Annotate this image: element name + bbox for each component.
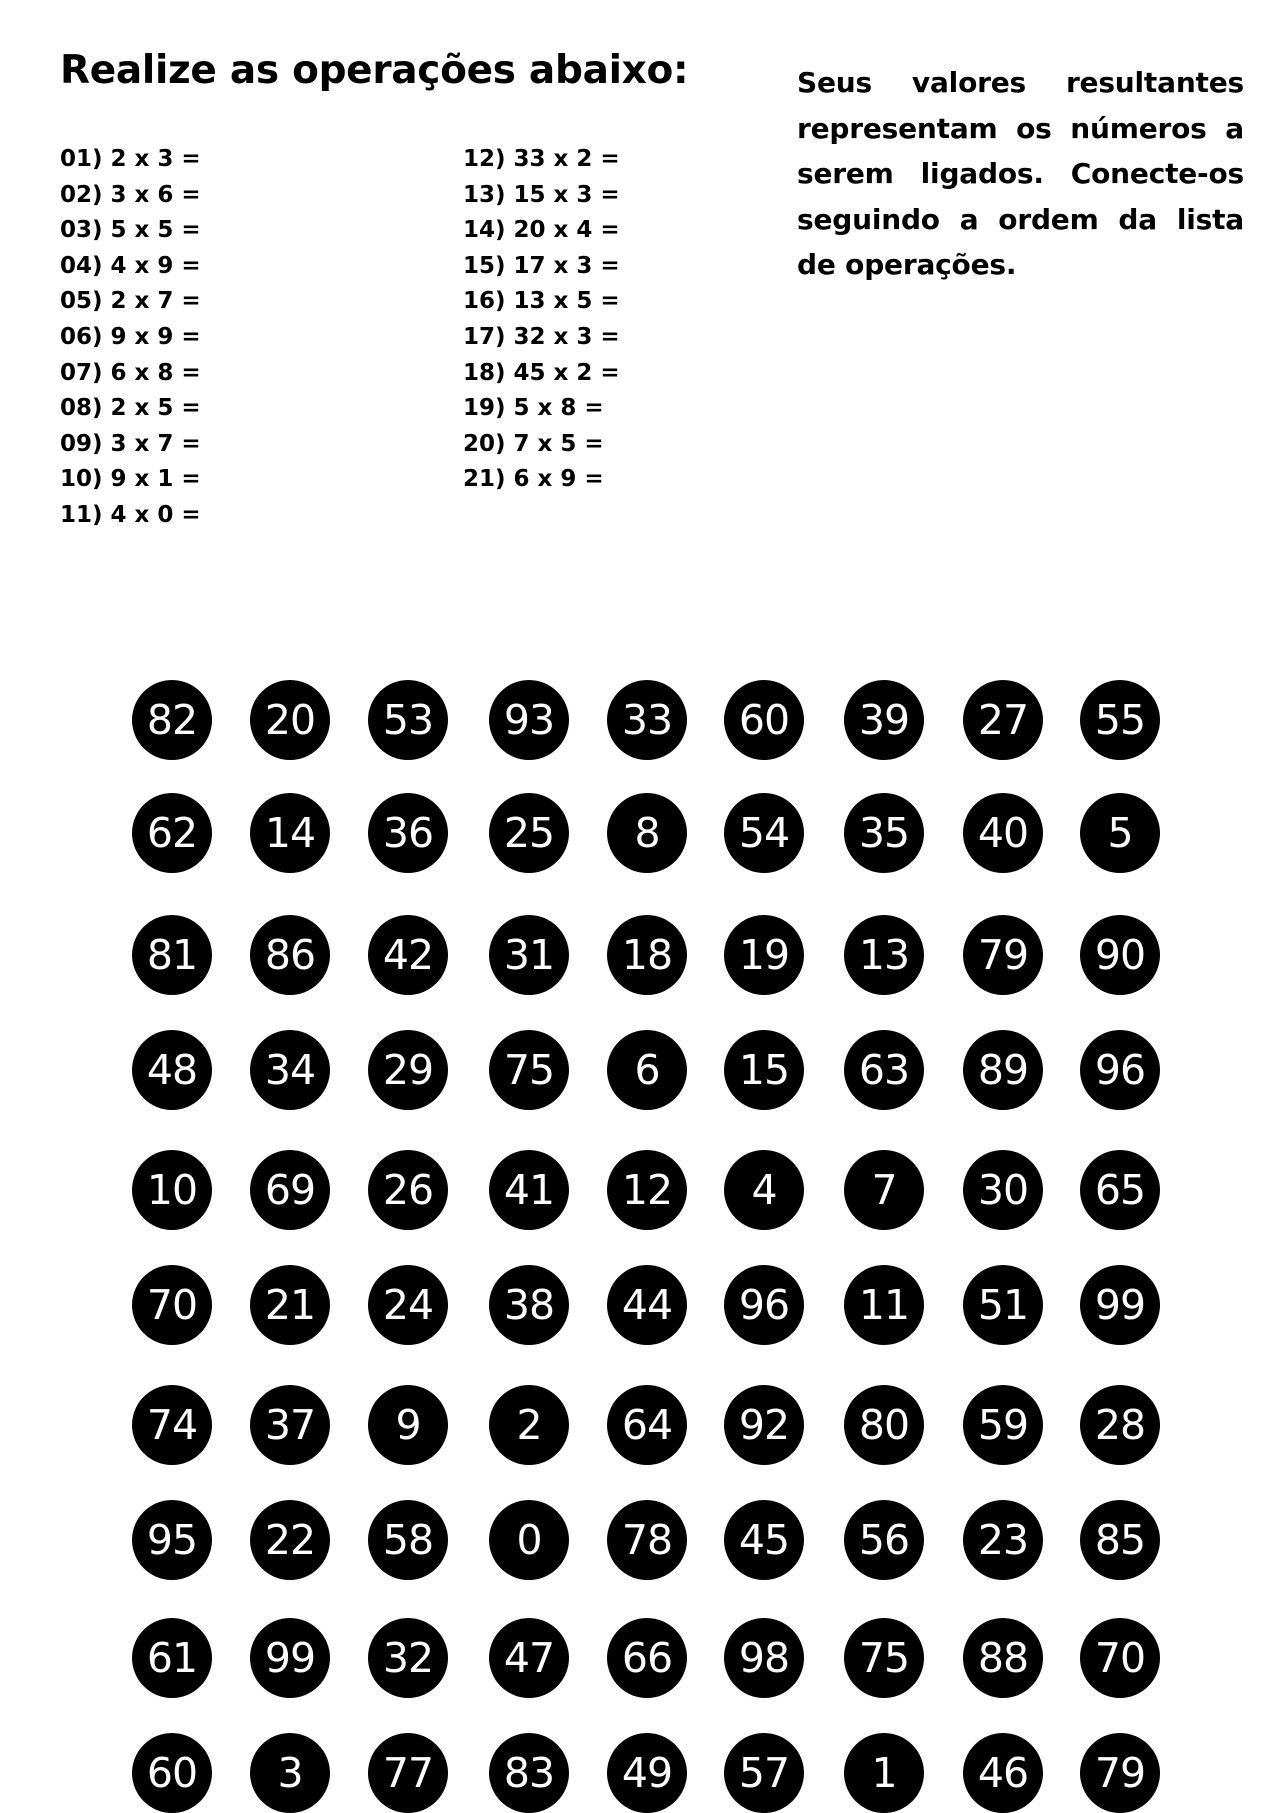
number-dot[interactable]: 14: [250, 793, 330, 873]
operation-item: 09) 3 x 7 =: [60, 430, 201, 457]
number-dot[interactable]: 23: [963, 1500, 1043, 1580]
number-dot[interactable]: 82: [132, 680, 212, 760]
operation-item: 07) 6 x 8 =: [60, 359, 201, 386]
operation-item: 21) 6 x 9 =: [463, 466, 604, 493]
operation-item: 08) 2 x 5 =: [60, 395, 201, 422]
number-dot[interactable]: 75: [489, 1030, 569, 1110]
operations-list-right: [463, 142, 620, 498]
number-dot[interactable]: 89: [963, 1030, 1043, 1110]
number-dot[interactable]: 77: [368, 1733, 448, 1813]
operation-item: 04) 4 x 9 =: [60, 252, 201, 279]
number-dot[interactable]: 44: [607, 1265, 687, 1345]
number-dot[interactable]: 29: [368, 1030, 448, 1110]
number-dot[interactable]: 3: [250, 1733, 330, 1813]
number-dot[interactable]: 88: [963, 1618, 1043, 1698]
number-dot[interactable]: 80: [844, 1385, 924, 1465]
number-dot[interactable]: 2: [489, 1385, 569, 1465]
number-dot[interactable]: 69: [250, 1150, 330, 1230]
operation-item: 12) 33 x 2 =: [463, 146, 620, 172]
number-dot[interactable]: 0: [489, 1500, 569, 1580]
number-dot[interactable]: 90: [1080, 915, 1160, 995]
operation-item: 02) 3 x 6 =: [60, 181, 201, 208]
number-dot[interactable]: 49: [607, 1733, 687, 1813]
operation-item: 19) 5 x 8 =: [463, 395, 604, 422]
number-dot[interactable]: 12: [607, 1150, 687, 1230]
number-dot[interactable]: 92: [724, 1385, 804, 1465]
number-dot[interactable]: 6: [607, 1030, 687, 1110]
number-dot[interactable]: 59: [963, 1385, 1043, 1465]
operation-item: 01) 2 x 3 =: [60, 146, 201, 172]
operations-list-left: [60, 142, 201, 534]
number-dot[interactable]: 37: [250, 1385, 330, 1465]
number-dot[interactable]: 81: [132, 915, 212, 995]
number-dot[interactable]: 79: [1080, 1733, 1160, 1813]
number-dot[interactable]: 85: [1080, 1500, 1160, 1580]
number-dot[interactable]: 46: [963, 1733, 1043, 1813]
number-dot[interactable]: 78: [607, 1500, 687, 1580]
number-dot[interactable]: 99: [1080, 1265, 1160, 1345]
number-dot[interactable]: 40: [963, 793, 1043, 873]
number-dot[interactable]: 63: [844, 1030, 924, 1110]
number-dot[interactable]: 35: [844, 793, 924, 873]
number-dot[interactable]: 48: [132, 1030, 212, 1110]
number-dot[interactable]: 27: [963, 680, 1043, 760]
operation-item: 06) 9 x 9 =: [60, 323, 201, 350]
number-dot[interactable]: 21: [250, 1265, 330, 1345]
number-dot[interactable]: 5: [1080, 793, 1160, 873]
number-dot[interactable]: 86: [250, 915, 330, 995]
number-dot[interactable]: 70: [132, 1265, 212, 1345]
number-dot[interactable]: 9: [368, 1385, 448, 1465]
number-dot[interactable]: 98: [724, 1618, 804, 1698]
number-dot[interactable]: 25: [489, 793, 569, 873]
operation-item: 10) 9 x 1 =: [60, 466, 201, 493]
number-dot[interactable]: 96: [724, 1265, 804, 1345]
number-dot[interactable]: 99: [250, 1618, 330, 1698]
number-dot[interactable]: 31: [489, 915, 569, 995]
number-dot[interactable]: 96: [1080, 1030, 1160, 1110]
number-dot[interactable]: 53: [368, 680, 448, 760]
number-dot[interactable]: 64: [607, 1385, 687, 1465]
number-dot[interactable]: 42: [368, 915, 448, 995]
number-dot[interactable]: 22: [250, 1500, 330, 1580]
number-dot[interactable]: 10: [132, 1150, 212, 1230]
operation-item: 17) 32 x 3 =: [463, 323, 620, 350]
number-dot[interactable]: 83: [489, 1733, 569, 1813]
number-dot[interactable]: 61: [132, 1618, 212, 1698]
number-dot[interactable]: 24: [368, 1265, 448, 1345]
number-dot[interactable]: 26: [368, 1150, 448, 1230]
number-dot[interactable]: 70: [1080, 1618, 1160, 1698]
number-dot[interactable]: 4: [724, 1150, 804, 1230]
number-dot[interactable]: 18: [607, 915, 687, 995]
number-dot[interactable]: 41: [489, 1150, 569, 1230]
operation-item: 15) 17 x 3 =: [463, 252, 620, 279]
number-dot[interactable]: 33: [607, 680, 687, 760]
number-dot[interactable]: 28: [1080, 1385, 1160, 1465]
number-dot[interactable]: 57: [724, 1733, 804, 1813]
number-dot[interactable]: 1: [844, 1733, 924, 1813]
number-dot[interactable]: 20: [250, 680, 330, 760]
number-dot[interactable]: 34: [250, 1030, 330, 1110]
operation-item: 20) 7 x 5 =: [463, 430, 604, 457]
operation-item: 18) 45 x 2 =: [463, 359, 620, 386]
operation-item: 14) 20 x 4 =: [463, 217, 620, 244]
page-title: Realize as operações abaixo:: [60, 48, 689, 93]
number-dot[interactable]: 32: [368, 1618, 448, 1698]
number-dot[interactable]: 19: [724, 915, 804, 995]
number-dot[interactable]: 13: [844, 915, 924, 995]
number-dot[interactable]: 75: [844, 1618, 924, 1698]
number-dot[interactable]: 93: [489, 680, 569, 760]
number-dot[interactable]: 7: [844, 1150, 924, 1230]
number-dot[interactable]: 60: [132, 1733, 212, 1813]
number-dot[interactable]: 66: [607, 1618, 687, 1698]
number-dot[interactable]: 65: [1080, 1150, 1160, 1230]
number-dot[interactable]: 36: [368, 793, 448, 873]
number-dot[interactable]: 60: [724, 680, 804, 760]
number-dot[interactable]: 47: [489, 1618, 569, 1698]
number-dot[interactable]: 95: [132, 1500, 212, 1580]
number-dot[interactable]: 39: [844, 680, 924, 760]
number-dot[interactable]: 30: [963, 1150, 1043, 1230]
number-dot[interactable]: 51: [963, 1265, 1043, 1345]
number-dot[interactable]: 38: [489, 1265, 569, 1345]
operation-item: 11) 4 x 0 =: [60, 501, 201, 528]
number-dot[interactable]: 74: [132, 1385, 212, 1465]
number-dot[interactable]: 62: [132, 793, 212, 873]
number-dot[interactable]: 11: [844, 1265, 924, 1345]
number-dot[interactable]: 15: [724, 1030, 804, 1110]
number-dot[interactable]: 58: [368, 1500, 448, 1580]
number-dot[interactable]: 45: [724, 1500, 804, 1580]
operation-item: 13) 15 x 3 =: [463, 181, 620, 208]
number-dot[interactable]: 56: [844, 1500, 924, 1580]
number-dot[interactable]: 8: [607, 793, 687, 873]
number-dot[interactable]: 55: [1080, 680, 1160, 760]
operation-item: 16) 13 x 5 =: [463, 288, 620, 315]
number-dot[interactable]: 79: [963, 915, 1043, 995]
number-dot[interactable]: 54: [724, 793, 804, 873]
operation-item: 03) 5 x 5 =: [60, 217, 201, 244]
instructions-text: Seus valores resultantes representam os números a serem ligados. Conecte-os seguindo a ordem da lista de operações.: [797, 66, 1244, 281]
operation-item: 05) 2 x 7 =: [60, 288, 201, 315]
